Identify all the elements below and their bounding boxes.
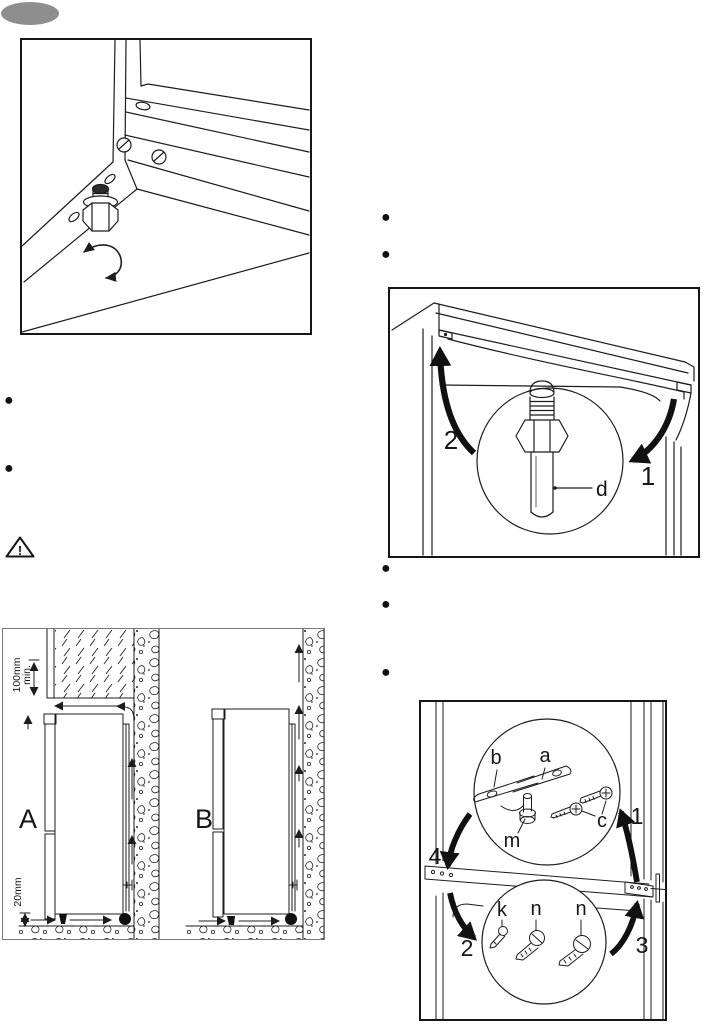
step-2-label: 2 — [443, 425, 459, 455]
top-clearance-unit: min. — [21, 665, 33, 685]
bottom-clearance-label: 20mm — [12, 877, 24, 907]
cabinet-corner-lines — [22, 40, 309, 332]
levelling-foot-drawing — [22, 40, 310, 333]
warning-icon — [5, 536, 35, 558]
rear-roller — [119, 913, 131, 925]
installation-b — [186, 629, 324, 939]
clearance-drawing — [3, 629, 324, 939]
part-c-label: c — [597, 810, 607, 832]
page-number-badge — [1, 2, 59, 25]
ceiling-hatch — [55, 629, 134, 698]
screw-icon — [117, 138, 166, 164]
top-clearance-label: 100mm — [11, 657, 23, 693]
fridge-outline — [44, 714, 132, 919]
adjustable-foot — [83, 185, 118, 232]
step-3-arrow — [611, 904, 637, 954]
part-k-label: k — [497, 899, 507, 921]
figure-ventilation-clearance — [2, 628, 325, 940]
wall-texture — [134, 629, 159, 939]
step-1-label: 1 — [640, 461, 656, 491]
hinge-pin — [656, 874, 660, 902]
bullet-marker: ● — [4, 392, 14, 409]
figure-top-hinge — [388, 287, 700, 558]
figure-middle-hinge — [419, 700, 667, 1021]
variant-b-label: B — [194, 804, 214, 834]
installation-a — [11, 629, 159, 939]
rotation-arrow-icon — [84, 245, 121, 278]
wall-texture — [303, 629, 324, 939]
part-b-label: b — [490, 747, 502, 769]
step-2-arrow — [450, 893, 474, 938]
floor-texture — [19, 926, 134, 939]
step-1-arrow — [633, 399, 674, 460]
part-m-label: m — [503, 830, 521, 852]
fridge-outline — [212, 709, 297, 917]
step-4-label: 4 — [428, 843, 442, 869]
bullet-marker: ● — [4, 460, 14, 477]
part-n-right-label: n — [575, 898, 587, 920]
middle-hinge-drawing — [421, 702, 665, 1019]
front-foot — [59, 914, 67, 924]
step-1-label: 1 — [630, 803, 644, 829]
top-hinge-drawing — [390, 289, 698, 556]
front-foot — [227, 916, 235, 925]
bullet-marker: ● — [381, 596, 391, 613]
step-4-arrow — [448, 814, 470, 866]
bullet-marker: ● — [381, 209, 391, 226]
rear-roller — [285, 913, 297, 925]
part-n-left-label: n — [530, 898, 542, 920]
floor-texture — [186, 926, 303, 939]
figure-levelling-foot — [20, 38, 312, 335]
magnifier-circle — [477, 388, 623, 534]
part-a-label: a — [539, 745, 551, 767]
warning-exclamation: ! — [17, 543, 23, 558]
bullet-marker: ● — [381, 560, 391, 577]
step-3-label: 3 — [635, 932, 649, 958]
part-d-label: d — [596, 478, 608, 501]
bullet-marker: ● — [381, 664, 391, 681]
variant-a-label: A — [18, 804, 38, 834]
step-2-label: 2 — [460, 935, 474, 961]
bullet-marker: ● — [381, 246, 391, 263]
